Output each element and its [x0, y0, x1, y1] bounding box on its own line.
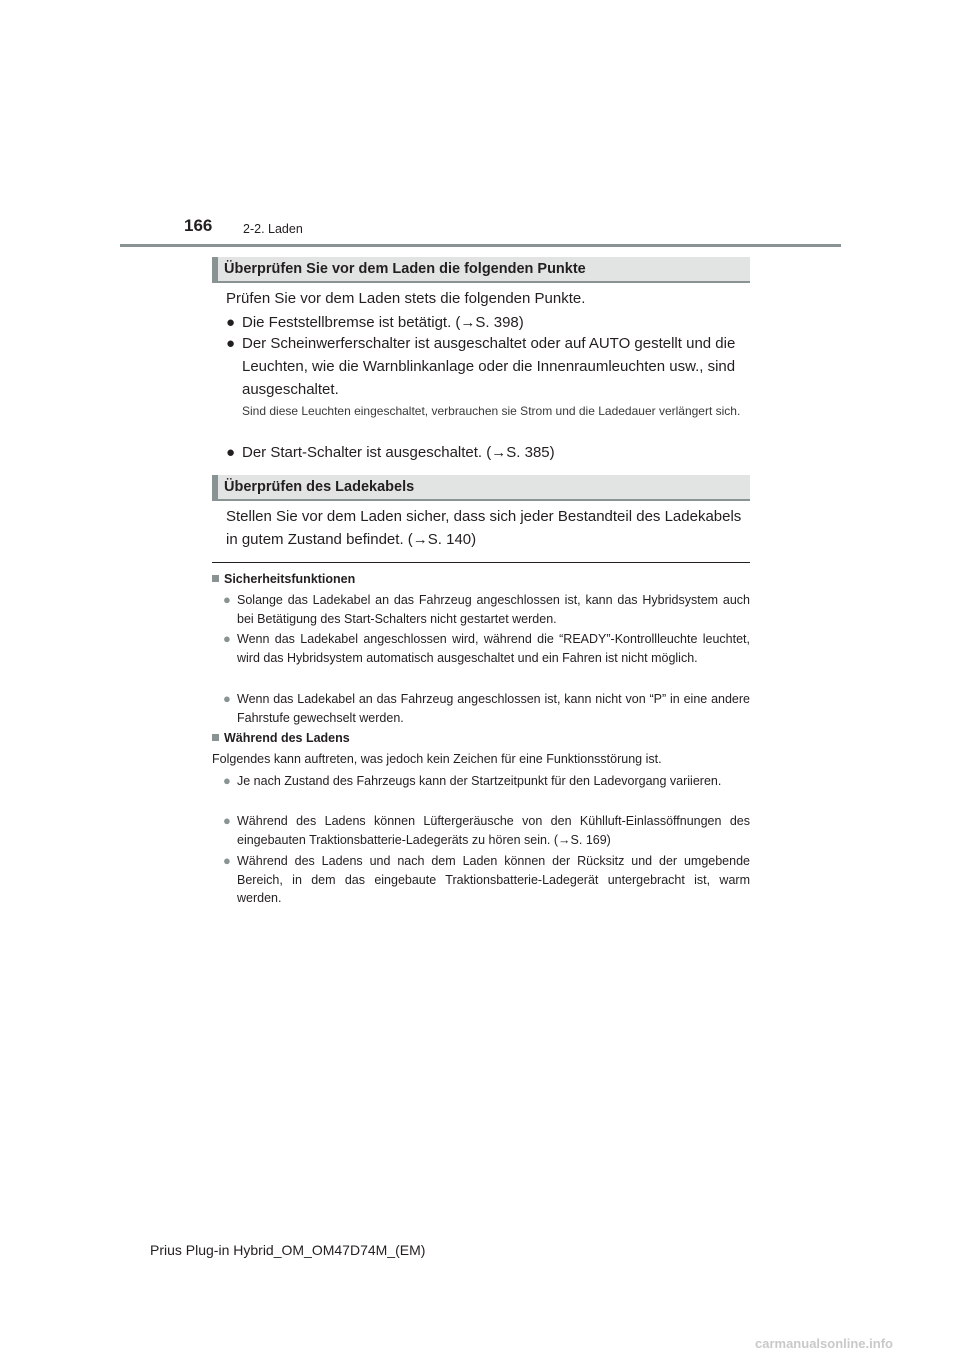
bullet-icon: ●	[223, 691, 231, 706]
info-item-text: Während des Ladens und nach dem Laden können der Rücksitz und der umgebende Bereich, in dem das eingebaute Traktionsbatterie-Ladegerät untergebracht ist, warm werden.	[237, 854, 750, 905]
section-intro: Prüfen Sie vor dem Laden stets die folgenden Punkte.	[226, 290, 586, 307]
page-number: 166	[184, 216, 213, 235]
info-item	[212, 772, 750, 791]
section-body: Stellen Sie vor dem Laden sicher, dass sich jeder Bestandteil des Ladekabels in gutem Zustand befindet. (→S. 140)	[226, 508, 742, 548]
section-heading-cable-check	[212, 475, 750, 501]
bullet-icon: ●	[226, 444, 236, 461]
heading-accent-bar	[212, 475, 218, 501]
list-item-text: Der Start-Schalter ist ausgeschaltet. (→S. 385)	[242, 444, 555, 461]
divider	[212, 562, 750, 563]
section-heading-text: Überprüfen des Ladekabels	[224, 479, 415, 495]
bullet-icon: ●	[223, 592, 231, 607]
info-item	[212, 690, 750, 727]
note-text: Sind diese Leuchten eingeschaltet, verbrauchen sie Strom und die Ladedauer verlängert sich.	[242, 404, 741, 418]
info-item-text: Je nach Zustand des Fahrzeugs kann der Startzeitpunkt für den Ladevorgang variieren.	[237, 774, 722, 788]
square-bullet-icon	[212, 575, 219, 582]
info-item-text: Solange das Ladekabel an das Fahrzeug angeschlossen ist, kann das Hybridsystem auch bei Betätigung des Start-Schalters nicht gestartet werden.	[237, 593, 750, 626]
info-item	[212, 852, 750, 908]
bullet-icon: ●	[226, 314, 236, 331]
info-heading	[212, 571, 355, 588]
info-item-text: Wenn das Ladekabel an das Fahrzeug angeschlossen ist, kann nicht von “P” in eine andere Fahrstufe gewechselt werden.	[237, 692, 750, 725]
list-item	[226, 332, 750, 401]
bullet-icon: ●	[223, 773, 231, 788]
bullet-icon: ●	[223, 853, 231, 868]
info-item-text: Während des Ladens können Lüftergeräusche von den Kühlluft-Einlassöffnungen des eingebauten Traktionsbatterie-Ladegeräts zu hören sein. (→S. 169)	[237, 814, 750, 847]
watermark: carmanualsonline.info	[755, 1336, 893, 1351]
header-rule	[120, 244, 841, 247]
bullet-icon: ●	[226, 335, 236, 352]
list-item-text: Der Scheinwerferschalter ist ausgeschaltet oder auf AUTO gestellt und die Leuchten, wie die Warnblinkanlage oder die Innenraumleuchten usw., sind ausgeschaltet.	[242, 335, 736, 398]
chapter-title: 2-2. Laden	[243, 222, 303, 236]
info-heading-text: Sicherheitsfunktionen	[224, 572, 356, 586]
info-item	[212, 630, 750, 667]
list-item	[226, 441, 750, 464]
bullet-icon: ●	[223, 631, 231, 646]
heading-accent-bar	[212, 257, 218, 283]
info-item	[212, 591, 750, 628]
section-heading-pre-charge-check	[212, 257, 750, 283]
section-heading-text: Überprüfen Sie vor dem Laden die folgenden Punkte	[224, 261, 586, 277]
square-bullet-icon	[212, 734, 219, 741]
info-heading	[212, 730, 350, 747]
list-item	[226, 311, 750, 334]
footer-manual-title: Prius Plug-in Hybrid_OM_OM47D74M_(EM)	[150, 1242, 426, 1258]
info-item	[212, 812, 750, 849]
info-heading-text: Während des Ladens	[224, 731, 350, 745]
info-item-text: Wenn das Ladekabel angeschlossen wird, während die “READY”-Kontrollleuchte leuchtet, wird das Hybridsystem automatisch ausgeschaltet und ein Fahren ist nicht möglich.	[237, 632, 750, 665]
bullet-icon: ●	[223, 813, 231, 828]
info-intro: Folgendes kann auftreten, was jedoch kein Zeichen für eine Funktionsstörung ist.	[212, 752, 662, 766]
list-item-text: Die Feststellbremse ist betätigt. (→S. 398)	[242, 314, 524, 331]
